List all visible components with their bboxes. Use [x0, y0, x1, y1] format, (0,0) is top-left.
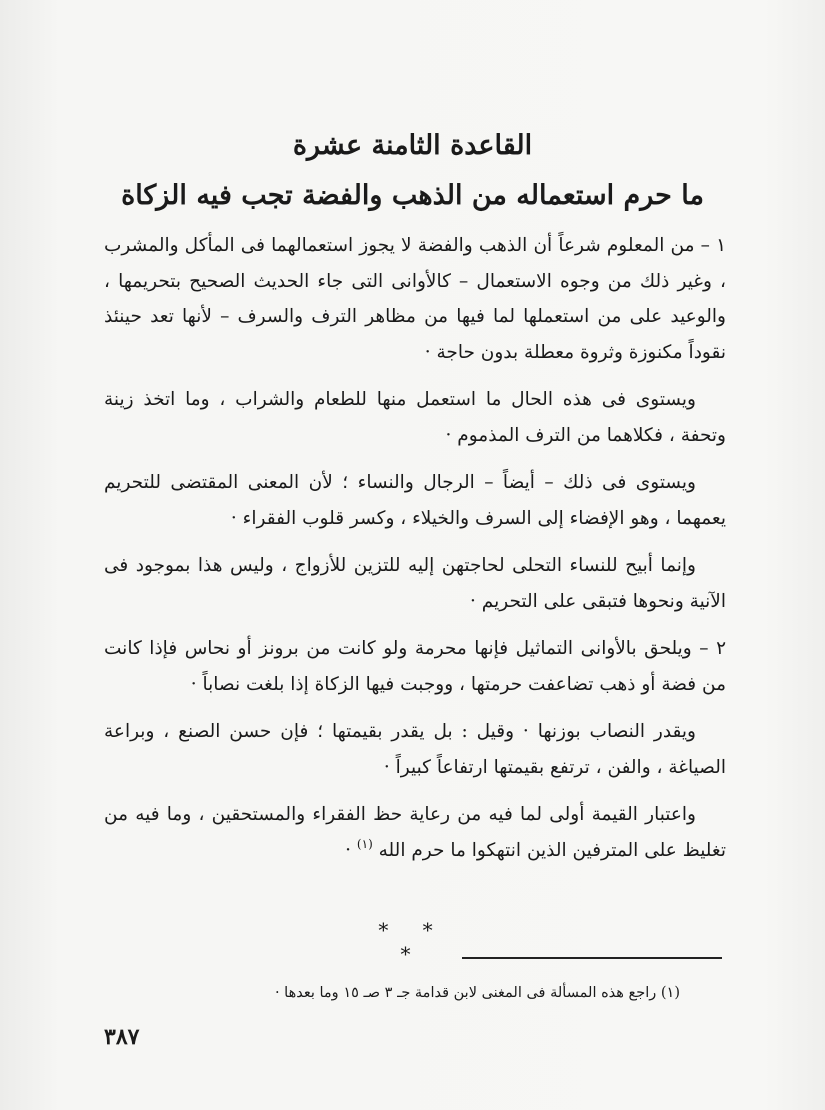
heading-block [100, 122, 725, 220]
paragraph-2: ويستوى فى هذه الحال ما استعمل منها للطعام والشراب ، وما اتخذ زينة وتحفة ، فكلاهما من الترف المذموم · [104, 389, 726, 446]
body-text [104, 228, 726, 868]
closing-dot: · [345, 839, 357, 861]
footnote-text: (١) راجع هذه المسألة فى المغنى لابن قدامة جـ ٣ صـ ١٥ وما بعدها · [274, 985, 680, 1001]
paragraph-6: ويقدر النصاب بوزنها · وقيل : بل يقدر بقيمتها ؛ فإن حسن الصنع ، وبراعة الصياغة ، والفن ، ترتفع بقيمتها ارتفاعاً كبيراً · [104, 721, 726, 778]
footnote-rule [462, 957, 722, 959]
paragraph-7: واعتبار القيمة أولى لما فيه من رعاية حظ الفقراء والمستحقين ، وما فيه من تغليظ على المترفين الذين انتهكوا ما حرم الله $^{(١)}$ · [104, 804, 726, 861]
rule-subtitle: ما حرم استعماله من الذهب والفضة تجب فيه الزكاة [121, 180, 704, 211]
paragraph-4: وإنما أبيح للنساء التحلى لحاجتهن إليه للتزين للأزواج ، وليس هذا بموجود فى الآنية ونحوها فتبقى على التحريم · [104, 555, 726, 612]
section-separator: * * * [378, 918, 447, 966]
footnote-reference[interactable]: (١) [356, 836, 373, 851]
page-number: ٣٨٧ [104, 1024, 140, 1050]
paragraph-5: ٢ – ويلحق بالأوانى التماثيل فإنها محرمة ولو كانت من برونز أو نحاس فإذا كانت من فضة أو ذهب تضاعفت حرمتها ، ووجبت فيها الزكاة إذا بلغت نصاباً · [104, 638, 726, 695]
paragraph-1: ١ – من المعلوم شرعاً أن الذهب والفضة لا يجوز استعمالهما فى المأكل والمشرب ، وغير ذلك من وجوه الاستعمال – كالأوانى التى جاء الحديث الصحيح بتحريمها ، والوعيد على من استعملها لما فيها من مظاهر الترف والسرف – لأنها تعد حينئذ نقوداً مكنوزة وثروة معطلة بدون حاجة · [104, 235, 726, 363]
paragraph-3: ويستوى فى ذلك – أيضاً – الرجال والنساء ؛ لأن المعنى المقتضى للتحريم يعمهما ، وهو الإفضاء إلى السرف والخيلاء ، وكسر قلوب الفقراء · [104, 472, 726, 529]
rule-title: القاعدة الثامنة عشرة [292, 130, 533, 161]
